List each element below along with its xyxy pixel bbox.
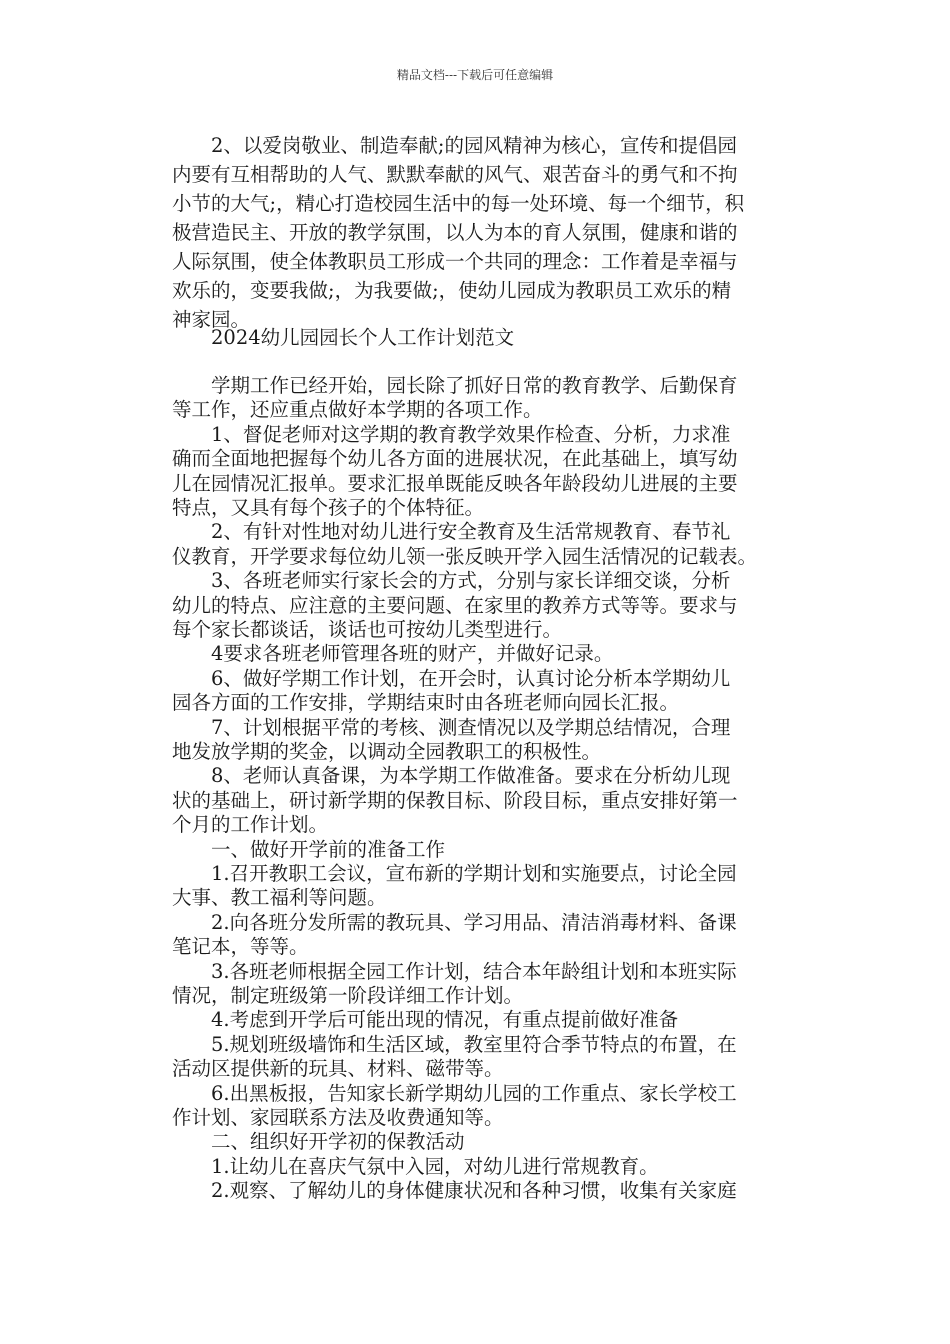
text-line: 8、老师认真备课，为本学期工作做准备。要求在分析幼儿现 (172, 764, 731, 788)
text-line: 园各方面的工作安排，学期结束时由各班老师向园长汇报。 (172, 691, 680, 715)
text-line: 6.出黑板报，告知家长新学期幼儿园的工作重点、家长学校工 (172, 1081, 737, 1105)
text-line: 学期工作已经开始，园长除了抓好日常的教育教学、后勤保育 (172, 374, 738, 397)
text-line: 活动区提供新的玩具、材料、磁带等。 (172, 1057, 504, 1081)
text-line: 7、计划根据平常的考核、测查情况以及学期总结情况，合理 (172, 715, 731, 739)
text-line: 2、以爱岗敬业、制造奉献;的园风精神为核心，宣传和提倡园 (172, 134, 737, 157)
text-line: 小节的大气;，精心打造校园生活中的每一处环境、每一个细节，积 (172, 192, 745, 215)
text-line: 内要有互相帮助的人气、默默奉献的风气、艰苦奋斗的勇气和不拘 (172, 163, 738, 186)
text-line: 4.考虑到开学后可能出现的情况，有重点提前做好准备 (172, 1008, 679, 1032)
text-line: 神家园。 (172, 308, 251, 331)
text-line: 笔记本，等等。 (172, 935, 309, 959)
document-title: 2024幼儿园园长个人工作计划范文 (172, 326, 515, 349)
text-line: 二、组织好开学初的保教活动 (172, 1130, 465, 1154)
text-line: 3.各班老师根据全园工作计划，结合本年龄组计划和本班实际 (172, 959, 737, 983)
page-header: 精品文档---下载后可任意编辑 (396, 68, 554, 82)
text-line: 幼儿的特点、应注意的主要问题、在家里的教养方式等等。要求与 (172, 593, 738, 617)
text-line: 1、督促老师对这学期的教育教学效果作检查、分析，力求准 (172, 422, 731, 446)
text-line: 一、做好开学前的准备工作 (172, 837, 446, 861)
text-line: 仪教育，开学要求每位幼儿领一张反映开学入园生活情况的记载表。 (172, 544, 758, 568)
text-line: 2.观察、了解幼儿的身体健康状况和各种习惯，收集有关家庭 (172, 1179, 737, 1203)
text-line: 3、各班老师实行家长会的方式，分别与家长详细交谈，分析 (172, 569, 731, 593)
text-line: 极营造民主、开放的教学氛围，以人为本的育人氛围，健康和谐的 (172, 221, 738, 244)
text-line: 6、做好学期工作计划，在开会时，认真讨论分析本学期幼儿 (172, 666, 731, 690)
text-line: 作计划、家园联系方法及收费通知等。 (172, 1106, 504, 1129)
text-line: 2、有针对性地对幼儿进行安全教育及生活常规教育、春节礼 (172, 520, 731, 544)
text-line: 状的基础上，研讨新学期的保教目标、阶段目标，重点安排好第一 (172, 788, 738, 812)
text-line: 特点，又具有每个孩子的个体特征。 (172, 496, 485, 519)
text-line: 欢乐的，变要我做;，为我要做;，使幼儿园成为教职员工欢乐的精 (172, 279, 732, 302)
text-line: 情况，制定班级第一阶段详细工作计划。 (172, 984, 524, 1007)
text-line: 5.规划班级墙饰和生活区域，教室里符合季节特点的布置，在 (172, 1032, 737, 1056)
text-line: 4要求各班老师管理各班的财产，并做好记录。 (172, 642, 614, 666)
text-line: 个月的工作计划。 (172, 813, 329, 837)
text-line: 地发放学期的奖金，以调动全园教职工的积极性。 (172, 740, 602, 763)
text-line: 人际氛围，使全体教职员工形成一个共同的理念：工作着是幸福与 (172, 250, 738, 273)
text-line: 确而全面地把握每个幼儿各方面的进展状况，在此基础上，填写幼 (172, 447, 738, 471)
text-line: 1.召开教职工会议，宣布新的学期计划和实施要点，讨论全园 (172, 862, 737, 885)
text-line: 2.向各班分发所需的教玩具、学习用品、清洁消毒材料、备课 (172, 910, 737, 934)
text-line: 每个家长都谈话，谈话也可按幼儿类型进行。 (172, 618, 563, 641)
text-line: 大事、教工福利等问题。 (172, 886, 387, 910)
text-line: 等工作，还应重点做好本学期的各项工作。 (172, 398, 543, 422)
text-line: 儿在园情况汇报单。要求汇报单既能反映各年龄段幼儿进展的主要 (172, 471, 738, 495)
text-line: 1.让幼儿在喜庆气氛中入园，对幼儿进行常规教育。 (172, 1154, 659, 1178)
